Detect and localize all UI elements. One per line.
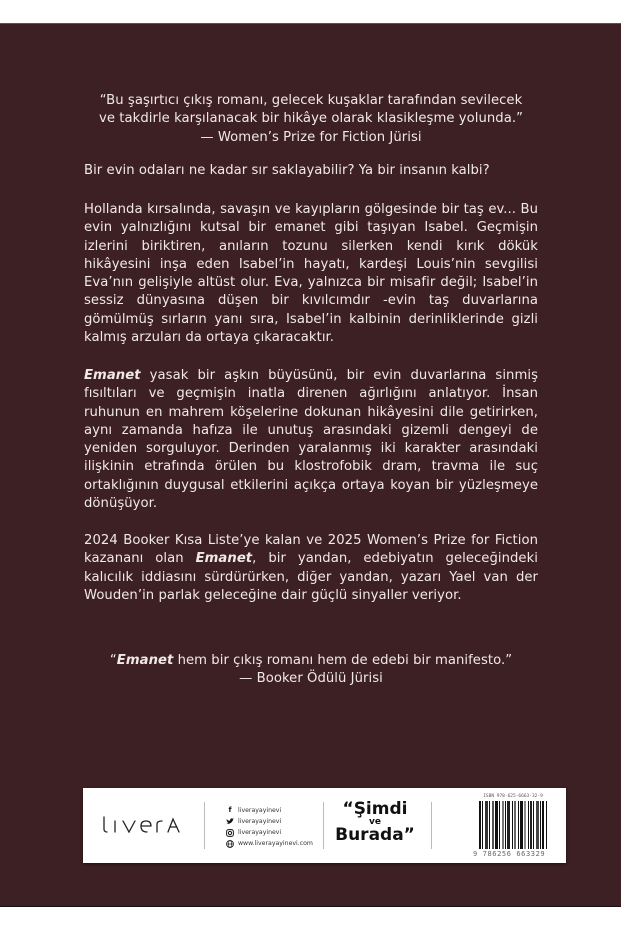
praise-quote-booker	[84, 652, 538, 689]
quote-line: “Bu şaşırtıcı çıkış romanı, gelecek kuşaklar tarafından sevilecek	[99, 93, 523, 108]
divider	[323, 802, 324, 849]
barcode-bars	[479, 801, 551, 849]
social-handle: liverayayinevi	[238, 829, 282, 836]
synopsis-paragraph-1: Hollanda kırsalında, savaşın ve kayıpların gölgesinde bir taş ev... Bu evin yalnızlığını kutsal bir emanet gibi taşıyan Isabel. Geçmişin izlerini biriktiren, anıların tozunu silerken kendi kırık dökük hikâyesini inşa eden Isabel’in hayatı, kardeşi Louis’nin sevgilisi Eva’nın gelişiyle altüst olur. Eva, yalnızca bir misafir değil; Isabel’in sessiz dünyasına düşen bir kıvılcımdır -evin taş duvarlarına gömülmüş sırların yanı sıra, Isabel’in kalbinin derinliklerinde gizli kalmış arzuları da ortaya çıkaracaktır.	[84, 202, 538, 346]
series-name	[332, 801, 418, 844]
quote-line: ve takdirle karşılanacak bir hikâye olarak klasikleşme yolunda.”	[99, 111, 523, 127]
divider	[204, 802, 205, 849]
social-website[interactable]	[226, 838, 313, 849]
publisher-panel	[83, 788, 566, 863]
book-title: Emanet	[195, 551, 253, 567]
paragraph-text: yasak bir aşkın büyüsünü, bir evin duvarlarına sinmiş fısıltıları ve geçmişin inatla direnen ağırlığını anlatıyor. İnsan ruhunun en mahrem köşelerine dokunan hikâyesini dile getirirken, aynı zamanda hafıza ile unutuş arasındaki gizemli dengeyi de yeniden sorguluyor. Derinden yaralanmış iki karakter arasındaki ilişkinin etrafında örülen bu klostrofobik dram, travma ile suç ortaklığının duygusal etkilerini açıkça ortaya koyan bir yüzleşmeye dönüşüyor.	[84, 368, 538, 512]
series-line: Burada”	[335, 825, 415, 845]
awards-paragraph	[84, 532, 538, 605]
instagram-icon	[226, 829, 234, 837]
globe-icon	[226, 840, 234, 848]
paragraph-text: , bir yandan, edebiyatın geleceğindeki kalıcılık iddiasını sürdürürken, diğer yandan, yazarı Yael van der Wouden’in parlak geleceğine dair güçlü sinyaller veriyor.	[84, 551, 538, 603]
praise-quote-womens-prize	[84, 92, 538, 147]
isbn-barcode	[473, 794, 553, 860]
isbn-digits: 9 786256 663329	[473, 850, 546, 858]
quote-attribution: — Booker Ödülü Jürisi	[239, 671, 383, 687]
isbn-label: ISBN 978-625-6663-32-9	[483, 794, 543, 799]
back-cover	[0, 23, 621, 907]
social-links	[226, 805, 313, 849]
social-twitter[interactable]	[226, 816, 313, 827]
hook-question: Bir evin odaları ne kadar sır saklayabilir? Ya bir insanın kalbi?	[84, 163, 490, 178]
quote-attribution: — Women’s Prize for Fiction Jürisi	[200, 129, 422, 145]
livera-logo-icon	[101, 813, 201, 835]
social-facebook[interactable]	[226, 805, 313, 816]
series-line: “Şimdi	[342, 799, 408, 819]
series-line: ve	[369, 817, 381, 827]
divider	[431, 802, 432, 849]
publisher-logo	[101, 813, 201, 840]
book-title: Emanet	[84, 368, 141, 383]
book-title: Emanet	[116, 653, 174, 668]
twitter-icon	[226, 818, 234, 826]
social-instagram[interactable]	[226, 827, 313, 838]
quote-text: hem bir çıkış romanı hem de edebi bir manifesto.”	[173, 653, 513, 668]
quote-line	[84, 652, 538, 670]
website-url: www.liverayayinevi.com	[238, 840, 313, 847]
synopsis-paragraph-2	[84, 367, 538, 513]
paragraph-text: 2024 Booker Kısa Liste’ye kalan ve 2025 Women’s Prize for Fiction kazananı olan	[84, 533, 538, 567]
quote-mark: “	[109, 653, 117, 668]
social-handle: liverayayinevi	[238, 818, 282, 825]
social-handle: liverayayinevi	[238, 807, 282, 814]
facebook-icon: f	[228, 806, 232, 814]
